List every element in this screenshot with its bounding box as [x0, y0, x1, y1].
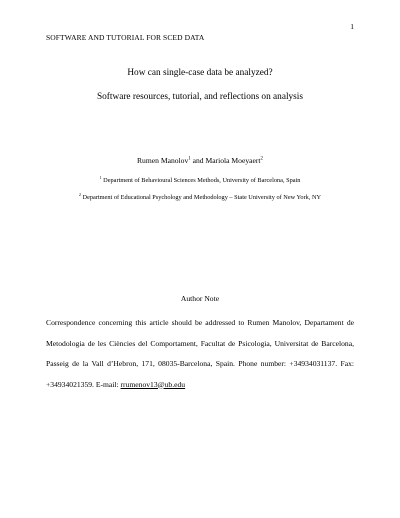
email-link[interactable]: rrumenov13@ub.edu [120, 379, 186, 389]
affiliation-1 [0, 174, 400, 184]
affiliation-1-mark: 1 [99, 174, 102, 180]
author-note-text: Correspondence concerning this article should be addressed to Rumen Manolov, Departament de Metodologia de les Ciències del Comportament, Facultat de Psicologia, Universitat de Barcelona, Passeig de la Vall d’Hebron, 171, 08035-Barcelona, Spain. Phone number: +34934031137. Fax: +34934021359. E-mail: [46, 318, 354, 389]
paper-subtitle: Software resources, tutorial, and reflections on analysis [96, 92, 304, 102]
running-head: SOFTWARE AND TUTORIAL FOR SCED DATA [46, 33, 205, 42]
page-number: 1 [350, 22, 354, 31]
author-1-affiliation-mark: 1 [188, 156, 191, 162]
author-2-affiliation-mark: 2 [260, 156, 263, 162]
affiliation-2-text: Department of Educational Psychology and Methodology – State University of New York, NY [80, 194, 322, 201]
paper-title: How can single-case data be analyzed? [127, 68, 273, 78]
author-line [0, 156, 400, 165]
affiliation-1-text: Department of Behavioural Sciences Methods, University of Barcelona, Spain [101, 177, 301, 184]
affiliation-2-mark: 2 [78, 191, 81, 197]
author-note-body [46, 313, 354, 395]
author-note-heading: Author Note [180, 294, 220, 303]
affiliation-2 [0, 191, 400, 201]
author-name-1: Rumen Manolov [136, 156, 189, 165]
author-name-2: Mariola Moeyaert [205, 156, 261, 165]
author-conjunction: and [190, 156, 206, 165]
